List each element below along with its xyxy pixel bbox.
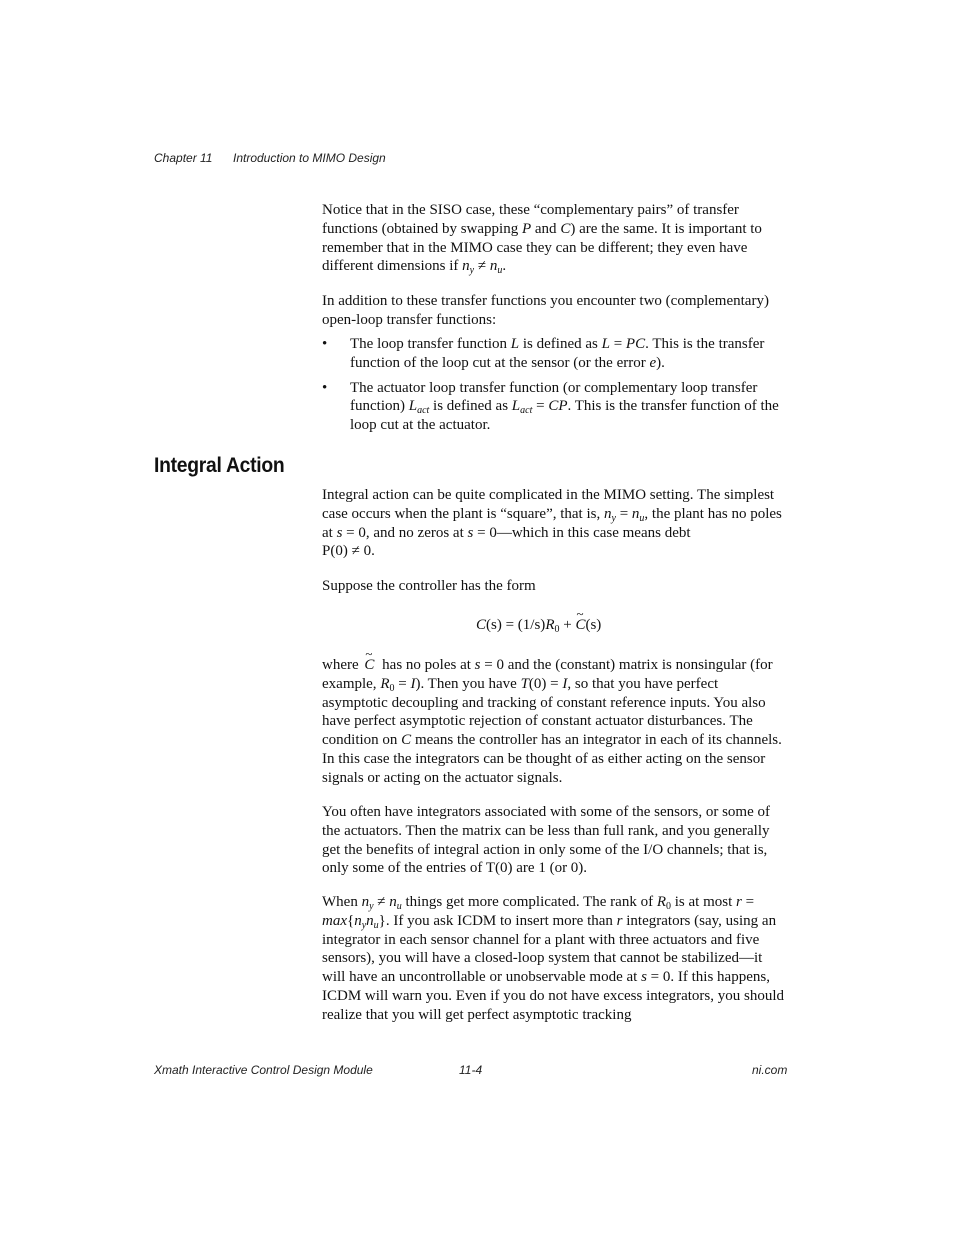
section-heading: Integral Action [154,454,285,477]
paragraph-ny-ne-nu: When $n_y \ne n_u$ things get more complicated. The rank of $R_0$ is at most $r = \max\{n_yn_u\}$. If you ask ICDM to insert more than r integrators (say, using an integrator in each sensor channel for a plant with three actuators and five sensors), you will have a closed-loop system that cannot be stabilized—it will have an uncontrollable or unobservable mode at s = 0. If this happens, ICDM will warn you. Even if you do not have excess integrators, you should realize that you will get perfect asymptotic tracking [322,894,785,1023]
bullet-actuator-loop-transfer: • The actuator loop transfer function (or complementary loop transfer function) $L_{act}$ is defined as $L_{act}$ = CP. This is the transfer function of the loop cut at the actuator. [322,379,779,434]
footer-module-name: Xmath Interactive Control Design Module [154,1063,373,1077]
running-header-title: Introduction to MIMO Design [233,151,386,165]
bullet-marker: • [322,379,328,396]
paragraph-integrators-sensors: You often have integrators associated with some of the sensors, or some of the actuators. Then the matrix can be less than full rank, and you generally get the benefits of integral action in only some of the I/O channels; that is, only some of the entries of T(0) are 1 (or 0). [322,804,770,877]
controller-equation: $C(s) = (1/s)R_0$ + ~ C(s) [476,617,601,634]
paragraph-open-loop-intro: In addition to these transfer functions you encounter two (complementary) open-loop transfer functions: [322,293,769,328]
paragraph-controller-form: Suppose the controller has the form [322,578,536,594]
paragraph-where-c-tilde: where ~ C has no poles at s = 0 and the (constant) matrix is nonsingular (for example, $R_0 = I$). Then you have T(0) = I, so that you have perfect asymptotic decoupling and tracking of constant reference inputs. You also have perfect asymptotic rejection of constant actuator disturbances. The condition on C means the controller has an integrator in each of its channels. In this case the integrators can be thought of as either acting on the sensor signals or acting on the actuator signals. [322,656,784,788]
footer-link[interactable]: ni.com [752,1063,788,1077]
bullet-loop-transfer: • The loop transfer function L is defined as L = PC. This is the transfer function of the loop cut at the sensor (or the error e). [322,336,765,371]
bullet-list [322,335,784,435]
paragraph-integral-action: Integral action can be quite complicated in the MIMO setting. The simplest case occurs when the plant is “square”, that is, $n_y = n_u$, the plant has no poles at s = 0, and no zeros at s = 0—which in this case means debt P(0) ≠ 0. [322,487,782,560]
running-header-chapter: Chapter 11 [154,151,213,165]
bullet-marker: • [322,336,328,352]
paragraph-complementary-pairs: Notice that in the SISO case, these “complementary pairs” of transfer functions (obtained by swapping P and C) are the same. It is important to remember that in the MIMO case they can be different; they even have different dimensions if $n_y \ne n_u$. [322,202,762,277]
footer-page-number: 11-4 [459,1063,483,1077]
